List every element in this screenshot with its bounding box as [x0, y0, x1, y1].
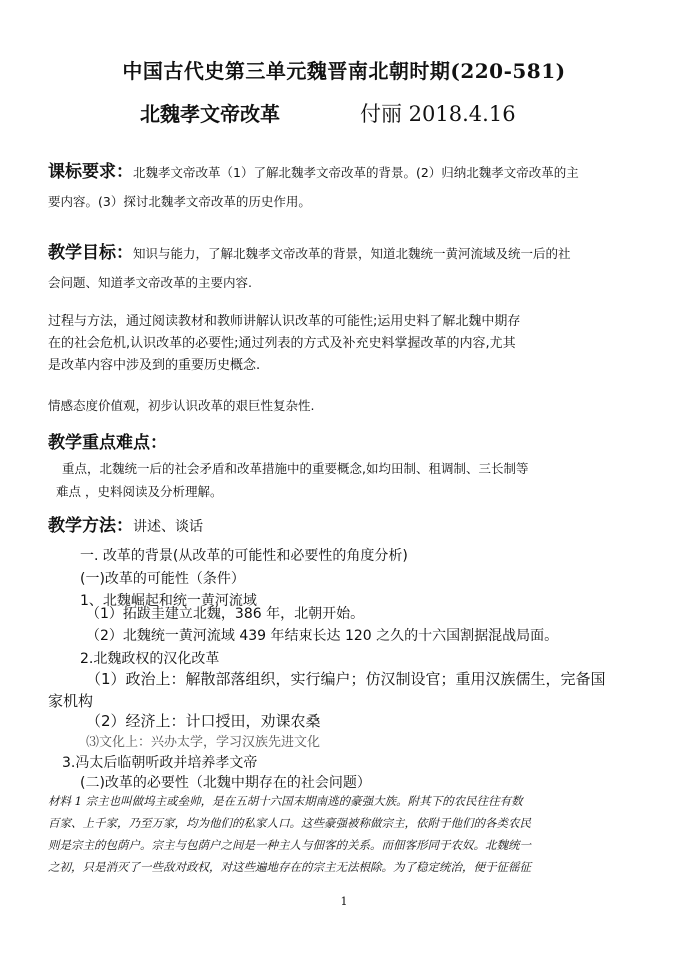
outline-item: (一)改革的可能性（条件）: [80, 571, 245, 587]
lesson-subtitle: [140, 98, 516, 128]
process-line-2: 在的社会危机,认识改革的必要性;通过列表的方式及补充史料掌握改革的内容,尤其: [48, 336, 516, 351]
teaching-goal-text-1: 知识与能力，了解北魏孝文帝改革的背景，知道北魏统一黄河流域及统一后的社: [133, 246, 571, 261]
outline-item: （2）经济上：计口授田，劝课农桑: [86, 712, 321, 730]
key-point-line: 重点，北魏统一后的社会矛盾和改革措施中的重要概念,如均田制、租调制、三长制等: [62, 461, 529, 476]
key-points-heading: 教学重点难点：: [48, 433, 167, 453]
outline-item: 2.北魏政权的汉化改革: [80, 651, 220, 667]
outline-item: （2）北魏统一黄河流域 439 年结束长达 120 之久的十六国割据混战局面。: [86, 628, 559, 644]
outline-item: 家机构: [48, 692, 94, 710]
process-method-paragraph: [48, 311, 648, 377]
outline-item: （1）拓跋圭建立北魏，386 年，北朝开始。: [86, 606, 365, 622]
method-section: [48, 511, 648, 536]
material-line: 则是宗主的包荫户。宗主与包荫户之间是一种主人与佃客的关系。而佃客形同于农奴。北魏统一: [48, 838, 531, 852]
process-line-1: 过程与方法，通过阅读教材和教师讲解认识改革的可能性;运用史料了解北魏中期存: [48, 314, 521, 329]
outline-item: 一. 改革的背景(从改革的可能性和必要性的角度分析): [80, 548, 408, 564]
material-1-paragraph: [48, 790, 648, 878]
material-line: 材料 1 宗主也叫做坞主或垒帅，是在五胡十六国末期南逃的豪强大族。附其下的农民往往有数: [48, 794, 523, 808]
material-line: 之初，只是消灭了一些敌对政权，对这些遍地存在的宗主无法根除。为了稳定统治，便于征徭征: [48, 860, 531, 874]
method-heading: 教学方法：: [48, 516, 133, 536]
material-line: 百家、上千家，乃至万家，均为他们的私家人口。这些豪强被称做宗主，依附于他们的各类农民: [48, 816, 531, 830]
author-date: 付丽 2018.4.16: [360, 102, 516, 126]
teaching-goal-heading: 教学目标：: [48, 243, 133, 263]
outline-item: (二)改革的必要性（北魏中期存在的社会问题）: [80, 775, 371, 791]
course-requirement-text-1: 北魏孝文帝改革（1）了解北魏孝文帝改革的背景。(2）归纳北魏孝文帝改革的主: [133, 165, 579, 180]
course-requirement-heading: 课标要求：: [48, 162, 133, 182]
process-line-3: 是改革内容中涉及到的重要历史概念.: [48, 358, 261, 373]
emotion-line: 情感态度价值观，初步认识改革的艰巨性复杂性.: [48, 398, 315, 413]
outline-item: 3.冯太后临朝听政并培养孝文帝: [62, 755, 258, 771]
course-requirement-section: [48, 158, 648, 216]
page-number: 1: [340, 895, 348, 908]
outline-item: ⑶文化上：兴办太学，学习汉族先进文化: [86, 735, 321, 750]
document-title: 中国古代史第三单元魏晋南北朝时期(220-581): [122, 59, 566, 83]
teaching-goal-text-2: 会问题、知道孝文帝改革的主要内容.: [48, 275, 252, 290]
course-requirement-text-2: 要内容。(3）探讨北魏孝文帝改革的历史作用。: [48, 194, 311, 209]
method-text: 讲述、谈话: [133, 519, 203, 535]
teaching-goal-section: [48, 239, 648, 297]
difficulty-line: 难点 ，史料阅读及分析理解。: [56, 484, 223, 499]
outline-item: 1、北魏崛起和统一黄河流域: [80, 593, 257, 609]
lesson-subject: 北魏孝文帝改革: [140, 102, 280, 126]
outline-item: （1）政治上：解散部落组织，实行编户；仿汉制设官；重用汉族儒生，完备国: [86, 670, 606, 688]
